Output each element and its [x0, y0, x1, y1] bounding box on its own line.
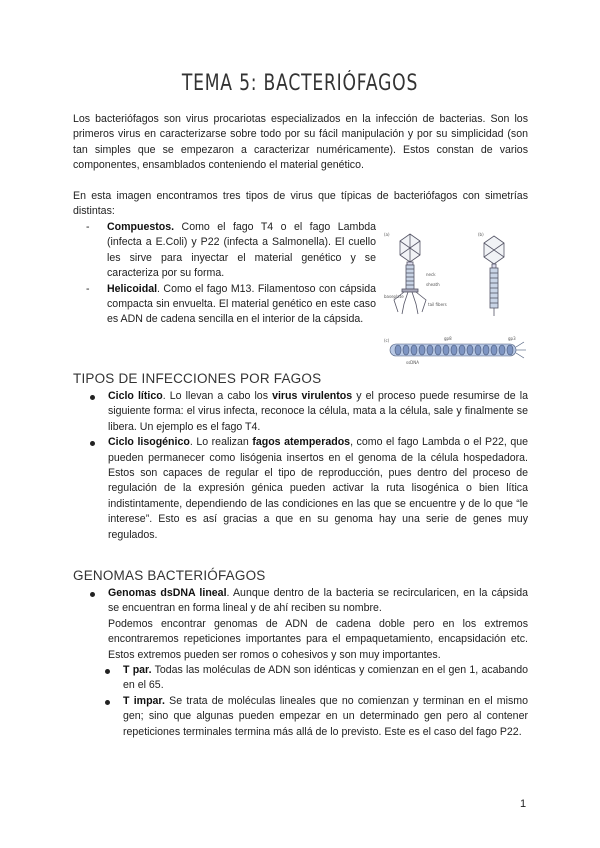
figure-label-neck: neck — [426, 272, 436, 277]
page-number: 1 — [520, 798, 527, 810]
list-item — [88, 663, 528, 694]
infections-list — [88, 389, 528, 543]
bullet-icon — [90, 441, 95, 446]
item-text: y el proceso puede resumirse de la siguiente forma: el virus infecta, reconoce la célula, mata a la célula, sale y finalmente se libera. Un ejemplo es el fago T4. — [108, 390, 528, 433]
dash-marker: - — [86, 221, 90, 233]
term-genomas-dsdna: Genomas dsDNA lineal — [108, 587, 227, 599]
phage-c-drawing — [390, 342, 526, 358]
phage-types-list — [86, 220, 376, 328]
sublist-container — [88, 663, 528, 740]
genome-types-sublist — [88, 663, 528, 740]
genomes-list — [88, 586, 528, 740]
image-intro-paragraph: En esta imagen encontramos tres tipos de virus que típicas de bacteriófagos con simetrías distintas: — [73, 190, 528, 218]
term-compuestos: Compuestos. — [107, 221, 175, 233]
list-item — [88, 389, 528, 435]
item-text: . Aunque dentro de la bacteria se recircularicen, en la cápsida se encuentran en forma lineal y de ahí reciben su nombre. — [108, 587, 528, 615]
figure-label-b: (b) — [478, 232, 484, 237]
section-heading-infections: TIPOS DE INFECCIONES POR FAGOS — [73, 371, 322, 386]
list-item — [86, 220, 376, 282]
bullet-icon — [90, 395, 95, 400]
section-heading-genomes: GENOMAS BACTERIÓFAGOS — [73, 568, 266, 583]
page-title: TEMA 5: BACTERIÓFAGOS — [181, 71, 419, 96]
dash-marker: - — [86, 282, 90, 295]
phage-morphology-figure — [382, 228, 532, 368]
bullet-icon — [105, 700, 110, 705]
figure-label-tail-fibers: tail fibers — [428, 302, 447, 307]
item-paragraph: Podemos encontrar genomas de ADN de cadena doble pero en los extremos encontraremos repeticiones importantes para el empaquetamiento, encapsidación etc. Estos extremos pueden ser romos o cohesivos y son muy importantes. — [108, 617, 528, 661]
term-ciclo-litico: Ciclo lítico — [108, 390, 163, 402]
list-item — [88, 586, 528, 663]
figure-label-sheath: sheath — [426, 282, 440, 287]
intro-paragraph: Los bacteriófagos son virus procariotas especializados en la infección de bacterias. Son los primeros virus en caracterizarse sobre todo por su fácil manipulación y por su simplicidad (son tan simples que se empezaron a caracterizar numéricamente). Estos constan de varios componentes, ensamblados conteniendo el material genético. — [73, 113, 528, 172]
figure-label-gp3: gp3 — [508, 336, 516, 341]
bullet-icon — [90, 592, 95, 597]
item-text: Todas las moléculas de ADN son idénticas y comienzan en el gen 1, acabando en el 65. — [123, 664, 528, 692]
figure-label-a: (a) — [384, 232, 390, 237]
item-text: , como el fago Lambda o el P22, que pueden permanecer como lisógenia insertos en el genoma de la célula hospedadora. Estos son capaces de regular el tipo de reproducción, pues dentro del proceso de regulación de la expresión génica pueden activar la ruta lisogénica o bien lítica indistintamente, dependiendo de las condiciones en las que se encuentre y de lo que “le interese”. Esto es así gracias a que en su genoma hay una serie de genes muy regulados. — [108, 436, 529, 541]
list-item — [86, 282, 376, 328]
item-text: . Lo llevan a cabo los — [162, 390, 273, 402]
term-helicoidal: Helicoidal — [107, 282, 158, 295]
phage-a-drawing — [394, 234, 426, 314]
item-text: . Lo realizan — [189, 436, 253, 449]
figure-label-c: (c) — [384, 338, 390, 343]
bullet-icon — [105, 669, 110, 674]
item-text: Como el fago T4 o el fago Lambda (infecta a E.Coli) y P22 (infecta a Salmonella). El cuello les sirve para inyectar el material genético y se caracteriza por su forma. — [107, 221, 376, 280]
list-item — [88, 694, 528, 740]
phage-b-drawing — [484, 236, 504, 316]
figure-label-gp8: gp8 — [444, 336, 452, 341]
item-text: Se trata de moléculas lineales que no comienzan y terminan en el mismo gen; sino que algunas pueden empezar en un determinado gen pero al contener repeticiones terminales termina más allá de lo previsto. Este es el caso del fago P22. — [123, 694, 528, 738]
figure-label-baseplate: baseplate — [384, 294, 404, 299]
term-t-par: T par. — [123, 664, 152, 677]
list-item — [88, 435, 528, 543]
item-text: . Como el fago M13. Filamentoso con cápsida compacta sin envuelta. El material genético en este caso es ADN de cadena sencilla en el interior de la cápsida. — [107, 282, 376, 326]
term-ciclo-lisogenico: Ciclo lisogénico — [108, 436, 190, 449]
figure-label-ssdna: ssDNA — [406, 360, 419, 365]
term-t-impar: T impar. — [123, 694, 165, 707]
term-fagos-atemperados: fagos atemperados — [252, 436, 351, 449]
term-virus-virulentos: virus virulentos — [272, 390, 353, 402]
